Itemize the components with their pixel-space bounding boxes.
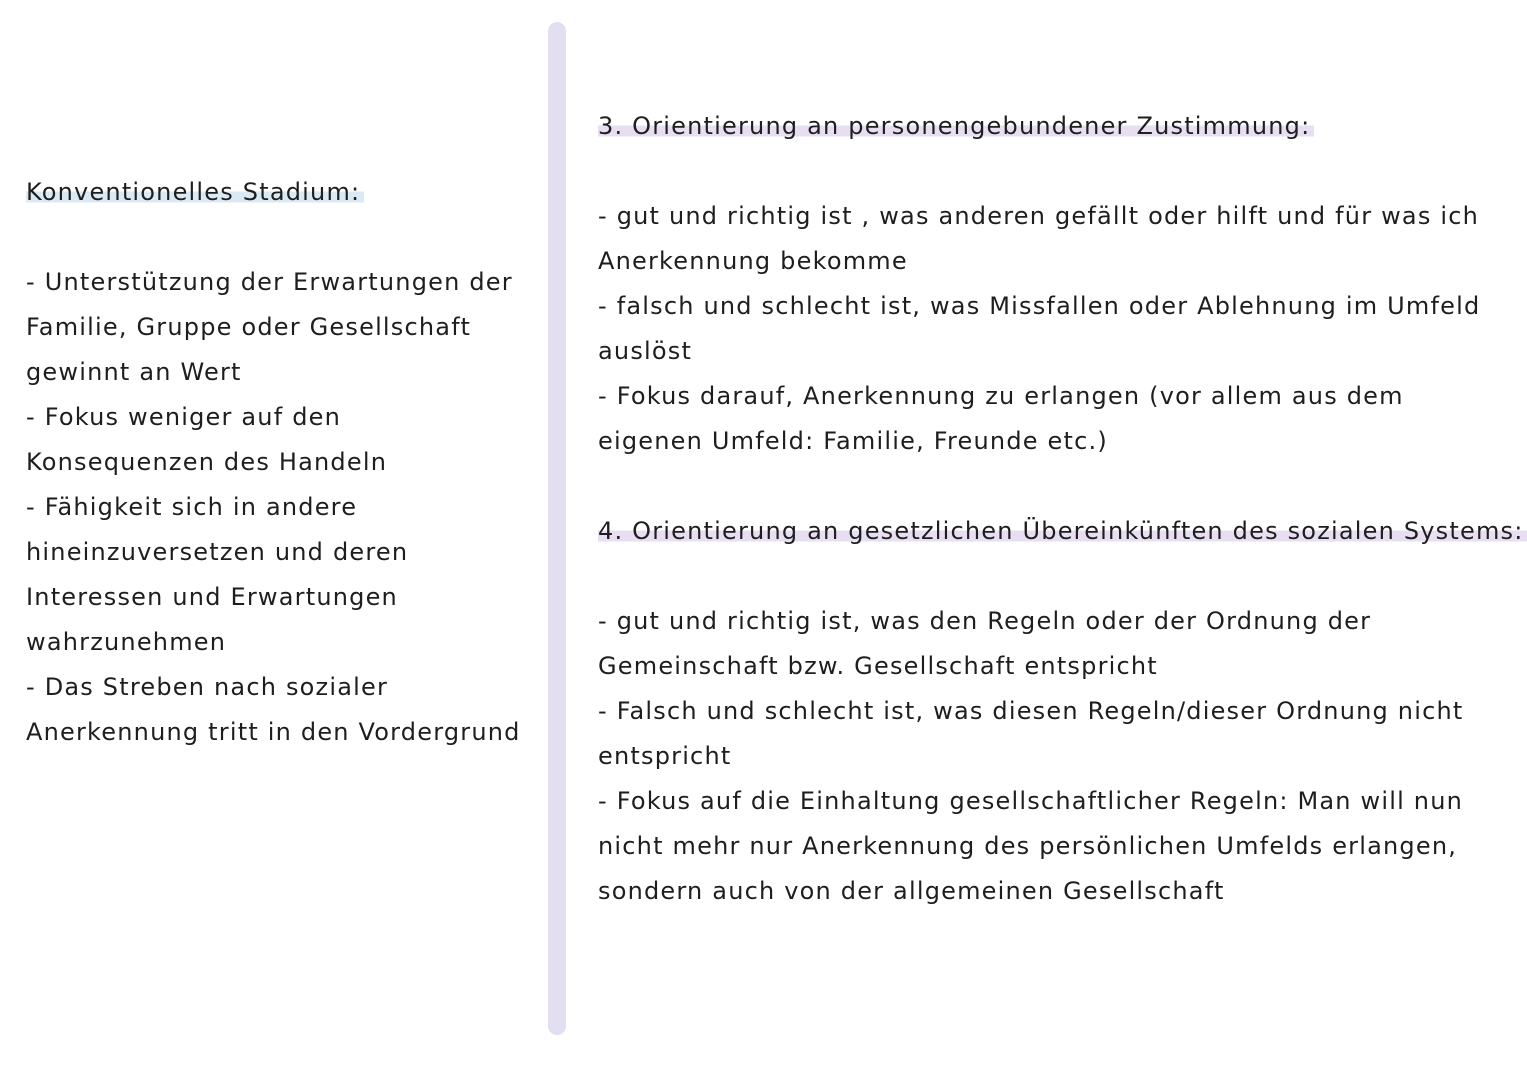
spacer	[598, 149, 1498, 194]
spacer	[26, 215, 536, 260]
left-item-2: - Fokus weniger auf den Konsequenzen des Handeln	[26, 403, 388, 476]
section4-heading	[598, 509, 1524, 554]
section3-item-2: - falsch und schlecht ist, was Missfallen oder Ablehnung im Umfeld auslöst	[598, 292, 1481, 365]
left-heading	[26, 170, 536, 215]
section3-heading-text: 3. Orientierung an personengebundener Zustimmung:	[598, 112, 1314, 140]
left-item-4: - Das Streben nach sozialer Anerkennung tritt in den Vordergrund	[26, 673, 521, 746]
column-divider	[548, 22, 566, 1035]
left-column	[26, 170, 536, 755]
section4-item-3: - Fokus auf die Einhaltung gesellschaftlicher Regeln: Man will nun nicht mehr nur Anerkennung des persönlichen Umfelds erlangen, sondern auch von der allgemeinen Gesellschaft	[598, 787, 1464, 905]
spacer	[598, 464, 1498, 509]
left-item-3: - Fähigkeit sich in andere hineinzuversetzen und deren Interessen und Erwartungen wahrzunehmen	[26, 493, 409, 656]
right-column	[598, 104, 1524, 914]
spacer	[598, 554, 1498, 599]
left-item-1: - Unterstützung der Erwartungen der Familie, Gruppe oder Gesellschaft gewinnt an Wert	[26, 268, 513, 386]
section4-item-1: - gut und richtig ist, was den Regeln oder der Ordnung der Gemeinschaft bzw. Gesellschaft entspricht	[598, 607, 1372, 680]
section4-item-2: - Falsch und schlecht ist, was diesen Regeln/dieser Ordnung nicht entspricht	[598, 697, 1464, 770]
section3-item-3: - Fokus darauf, Anerkennung zu erlangen (vor allem aus dem eigenen Umfeld: Familie, Freunde etc.)	[598, 382, 1404, 455]
left-heading-text: Konventionelles Stadium:	[26, 178, 364, 206]
section3-item-1: - gut und richtig ist , was anderen gefällt oder hilft und für was ich Anerkennung bekomme	[598, 202, 1480, 275]
section4-heading-text: 4. Orientierung an gesetzlichen Übereinkünften des sozialen Systems:	[598, 517, 1527, 545]
section3-heading	[598, 104, 1498, 149]
